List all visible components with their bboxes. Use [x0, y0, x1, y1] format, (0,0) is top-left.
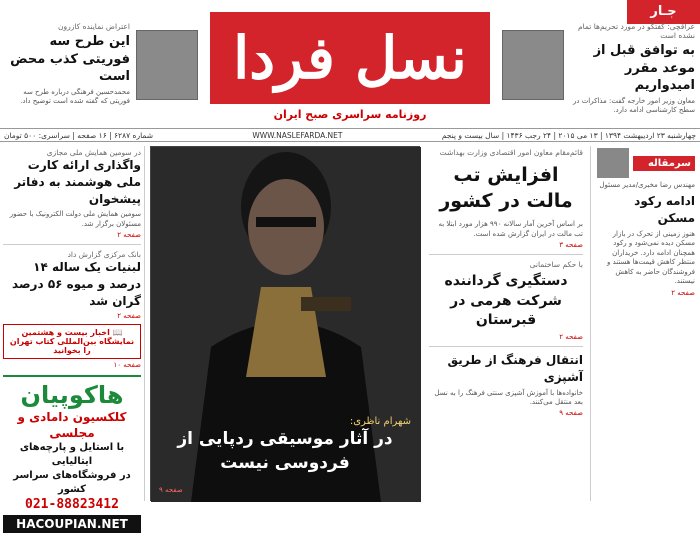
book-fair-notice[interactable]	[3, 324, 141, 359]
story-more-link[interactable]: صفحه ۲	[117, 311, 141, 320]
editorial-column	[590, 146, 698, 501]
editorial-body: هنوز زمینی از تحرک در بازار مسکن دیده نمی‌شود و رکود همچنان ادامه دارد. خریداران منتظر کاهش قیمت‌ها هستند و فروشندگان حاضر به کاهش نیستند.	[607, 230, 695, 286]
teaser-left[interactable]	[5, 22, 200, 110]
news-column	[425, 146, 587, 501]
story3-more-link[interactable]: صفحه ۹	[559, 409, 583, 418]
story3-headline[interactable]: انتقال فرهنگ از طریق آشپزی	[447, 352, 583, 384]
divider	[429, 346, 583, 347]
hacoupian-advert[interactable]	[3, 375, 141, 533]
website-url[interactable]: WWW.NASLEFARDA.NET	[252, 131, 343, 140]
advert-brand: هاکوپیان	[20, 380, 124, 409]
lead-body: بر اساس آخرین آمار سالانه ۹۹۰ هزار مورد ابتلا به تب مالت در ایران گزارش شده است.	[438, 220, 583, 238]
masthead-tagline: روزنامه سراسری صبح ایران	[273, 108, 427, 121]
jar-badge: جـار	[627, 0, 700, 24]
book-fair-more-link[interactable]: صفحه ۱۰	[113, 360, 141, 369]
author-photo	[597, 148, 629, 178]
editorial-headline[interactable]: ادامه رکود مسکن	[634, 194, 695, 226]
teaser-body: محمدحسین فرهنگی درباره طرح سه فوریتی که گفته شده است توضیح داد.	[20, 87, 130, 105]
feature-caption	[159, 416, 411, 476]
book-fair-text: اخبار بیست و هشتمین نمایشگاه بین‌المللی کتاب تهران را بخوانید	[9, 327, 135, 355]
left-column	[0, 146, 145, 532]
lead-headline[interactable]: افزایش تب مالت در کشور	[439, 164, 573, 212]
masthead-logo[interactable]: نسل فردا	[233, 24, 467, 92]
editorial-label: سرمقاله	[633, 156, 695, 171]
story2-headline[interactable]: دستگیری گرداننده شرکت هرمی در قبرستان	[444, 273, 568, 329]
divider	[3, 244, 141, 245]
editorial-author: مهندس رضا مخبری/مدیر مسئول	[599, 181, 695, 189]
story2-more-link[interactable]: صفحه ۲	[559, 332, 583, 341]
teaser-headline[interactable]: به توافق قبل از موعد مقرر امیدواریم	[593, 43, 695, 94]
portrait-photo	[136, 30, 198, 100]
issue-info-bar	[0, 128, 700, 142]
story-more-link[interactable]: صفحه ۲	[117, 231, 141, 240]
feature-photo-story[interactable]	[150, 146, 420, 501]
teaser-right[interactable]	[500, 22, 695, 114]
issue-price: شماره ۶۲۸۷ | ۱۶ صفحه | سراسری: ۵۰۰ تومان	[4, 131, 153, 140]
advert-line: کلکسیون دامادی و مجلسی	[17, 409, 127, 440]
teaser-kicker: عراقچی: گفتگو در مورد تحریم‌ها تمام نشده است	[577, 22, 695, 40]
lead-kicker: قائم‌مقام معاون امور اقتصادی وزارت بهداشت	[439, 148, 583, 157]
story-kicker: بانک مرکزی گزارش داد	[67, 250, 141, 260]
story2-kicker: با حکم ساختمانی	[529, 260, 583, 270]
feature-person-name: شهرام ناظری:	[349, 415, 411, 427]
issue-date: چهارشنبه ۲۳ اردیبهشت ۱۳۹۴ | ۱۳ می ۲۰۱۵ | ۲۴ رجب ۱۴۳۶ | سال بیست و پنجم	[441, 131, 696, 140]
advert-line: در فروشگاه‌های سراسر کشور	[13, 470, 131, 496]
book-icon: 📖	[109, 327, 123, 337]
editorial-more-link[interactable]: صفحه ۲	[671, 288, 695, 297]
portrait-photo	[502, 30, 564, 100]
story-headline[interactable]: واگذاری ارائه کارت ملی هوشمند به دفاتر پیشخوان	[14, 158, 141, 206]
story-headline[interactable]: لبنیات یک ساله ۱۴ درصد و میوه ۵۶ درصد گران شد	[12, 260, 141, 308]
advert-website[interactable]: HACOUPIAN.NET	[3, 515, 141, 533]
teaser-body: معاون وزیر امور خارجه گفت: مذاکرات در سطح کارشناسی ادامه دارد.	[572, 96, 695, 114]
feature-headline[interactable]: در آثار موسیقی ردپایی از فردوسی نیست	[177, 428, 393, 474]
story-body: سومین همایش ملی دولت الکترونیک با حضور مسئولان برگزار شد.	[9, 210, 141, 228]
divider	[429, 254, 583, 255]
feature-more-link[interactable]: صفحه ۹	[159, 486, 183, 494]
advert-line: با استایل و پارچه‌های ایتالیایی	[19, 442, 125, 468]
teaser-kicker: اعتراض نماینده کازرون	[57, 22, 130, 31]
story-kicker: در سومین همایش ملی مجازی	[46, 148, 141, 157]
advert-phone[interactable]: 021-88823412	[25, 497, 119, 513]
lead-more-link[interactable]: صفحه ۳	[559, 241, 583, 250]
story3-body: خانواده‌ها با آموزش آشپزی سنتی فرهنگ را به نسل بعد منتقل می‌کنند.	[434, 388, 583, 406]
teaser-headline[interactable]: این طرح سه فوریتی کذب محض است	[10, 34, 130, 85]
